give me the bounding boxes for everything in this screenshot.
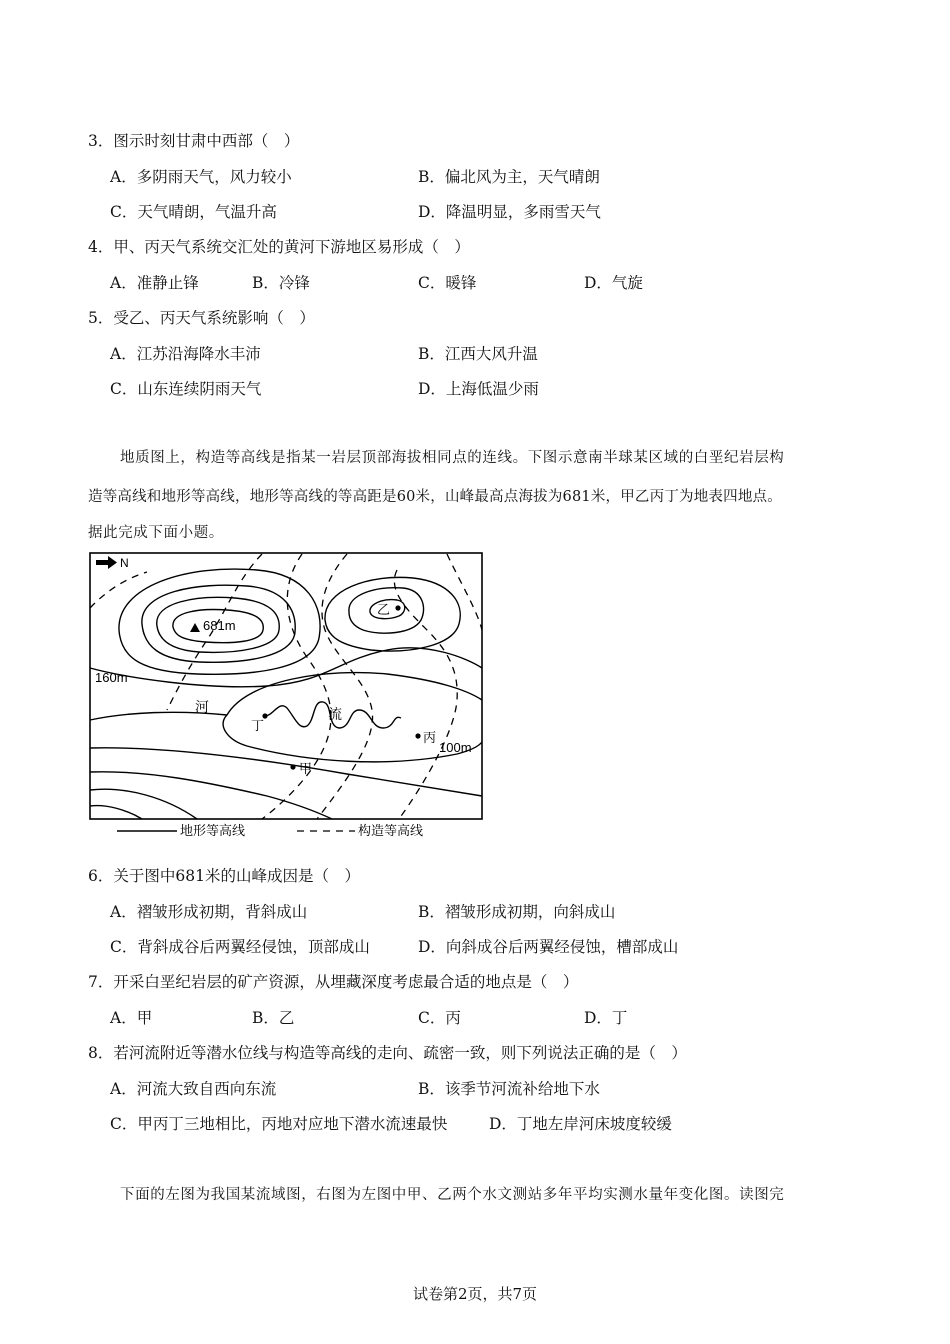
question-4-stem: 4．甲、丙天气系统交汇处的黄河下游地区易形成（ ） [88, 238, 470, 256]
contour-map-figure [87, 550, 487, 838]
river-label-he: 河 [195, 699, 209, 715]
question-7-option-d[interactable]: D．丁 [584, 1009, 628, 1027]
north-label: N [120, 556, 129, 570]
point-yi-dot [395, 605, 400, 610]
question-8-stem: 8．若河流附近等潜水位线与构造等高线的走向、疏密一致，则下列说法正确的是（ ） [88, 1044, 687, 1062]
question-5-option-a[interactable]: A．江苏沿海降水丰沛 [110, 345, 261, 363]
point-bing-label: 丙 [423, 730, 437, 745]
question-4-option-a[interactable]: A．准静止锋 [110, 274, 199, 292]
point-bing-dot [415, 733, 420, 738]
passage-2-line-3: 据此完成下面小题。 [88, 525, 224, 541]
legend-structure-label: 构造等高线 [358, 823, 424, 838]
question-8-option-b[interactable]: B．该季节河流补给地下水 [418, 1080, 600, 1098]
question-3-option-a[interactable]: A．多阴雨天气，风力较小 [110, 168, 292, 186]
question-4-option-b[interactable]: B．冷锋 [252, 274, 310, 292]
question-8-option-c[interactable]: C．甲丙丁三地相比，丙地对应地下潜水流速最快 [110, 1115, 448, 1133]
question-5-option-d[interactable]: D．上海低温少雨 [418, 380, 539, 398]
question-6-option-a[interactable]: A．褶皱形成初期，背斜成山 [110, 903, 308, 921]
question-6-stem: 6．关于图中681米的山峰成因是（ ） [88, 867, 360, 885]
passage-3-line-1: 下面的左图为我国某流域图，右图为左图中甲、乙两个水文测站多年平均实测水量年变化图。读图完 [120, 1187, 785, 1203]
question-4-option-c[interactable]: C．暖锋 [418, 274, 477, 292]
contour-label-100m: 100m [439, 740, 472, 755]
question-5-option-b[interactable]: B．江西大风升温 [418, 345, 538, 363]
question-6-option-b[interactable]: B．褶皱形成初期，向斜成山 [418, 903, 616, 921]
question-5-stem: 5．受乙、丙天气系统影响（ ） [88, 309, 315, 327]
question-3-option-b[interactable]: B．偏北风为主，天气晴朗 [418, 168, 600, 186]
legend-terrain-label: 地形等高线 [180, 823, 246, 838]
point-jia-label: 甲 [299, 761, 313, 776]
contour-label-160m: 160m [95, 670, 128, 685]
question-7-option-c[interactable]: C．丙 [418, 1009, 461, 1027]
question-7-option-b[interactable]: B．乙 [252, 1009, 295, 1027]
question-7-option-a[interactable]: A．甲 [110, 1009, 153, 1027]
river-label-liu: 流 [328, 706, 342, 722]
question-7-stem: 7．开采白垩纪岩层的矿产资源，从埋藏深度考虑最合适的地点是（ ） [88, 973, 579, 991]
point-ding-label: 丁 [251, 718, 265, 733]
question-4-option-d[interactable]: D．气旋 [584, 274, 643, 292]
question-3-stem: 3．图示时刻甘肃中西部（ ） [88, 132, 300, 150]
question-3-option-c[interactable]: C．天气晴朗，气温升高 [110, 203, 277, 221]
question-6-option-d[interactable]: D．向斜成谷后两翼经侵蚀，槽部成山 [418, 938, 679, 956]
point-jia-dot [290, 764, 295, 769]
peak-label: 681m [203, 618, 236, 633]
question-3-option-d[interactable]: D．降温明显，多雨雪天气 [418, 203, 601, 221]
question-8-option-a[interactable]: A．河流大致自西向东流 [110, 1080, 277, 1098]
question-8-option-d[interactable]: D．丁地左岸河床坡度较缓 [489, 1115, 672, 1133]
point-yi-label: 乙 [377, 602, 391, 617]
question-6-option-c[interactable]: C．背斜成谷后两翼经侵蚀，顶部成山 [110, 938, 370, 956]
question-5-option-c[interactable]: C．山东连续阴雨天气 [110, 380, 262, 398]
page-footer: 试卷第2页，共7页 [412, 1285, 538, 1303]
passage-2-line-1: 地质图上，构造等高线是指某一岩层顶部海拔相同点的连线。下图示意南半球某区域的白垩纪岩层构 [120, 450, 785, 466]
passage-2-line-2: 造等高线和地形等高线，地形等高线的等高距是60米，山峰最高点海拔为681米，甲乙丙丁为地表四地点。 [88, 489, 782, 505]
